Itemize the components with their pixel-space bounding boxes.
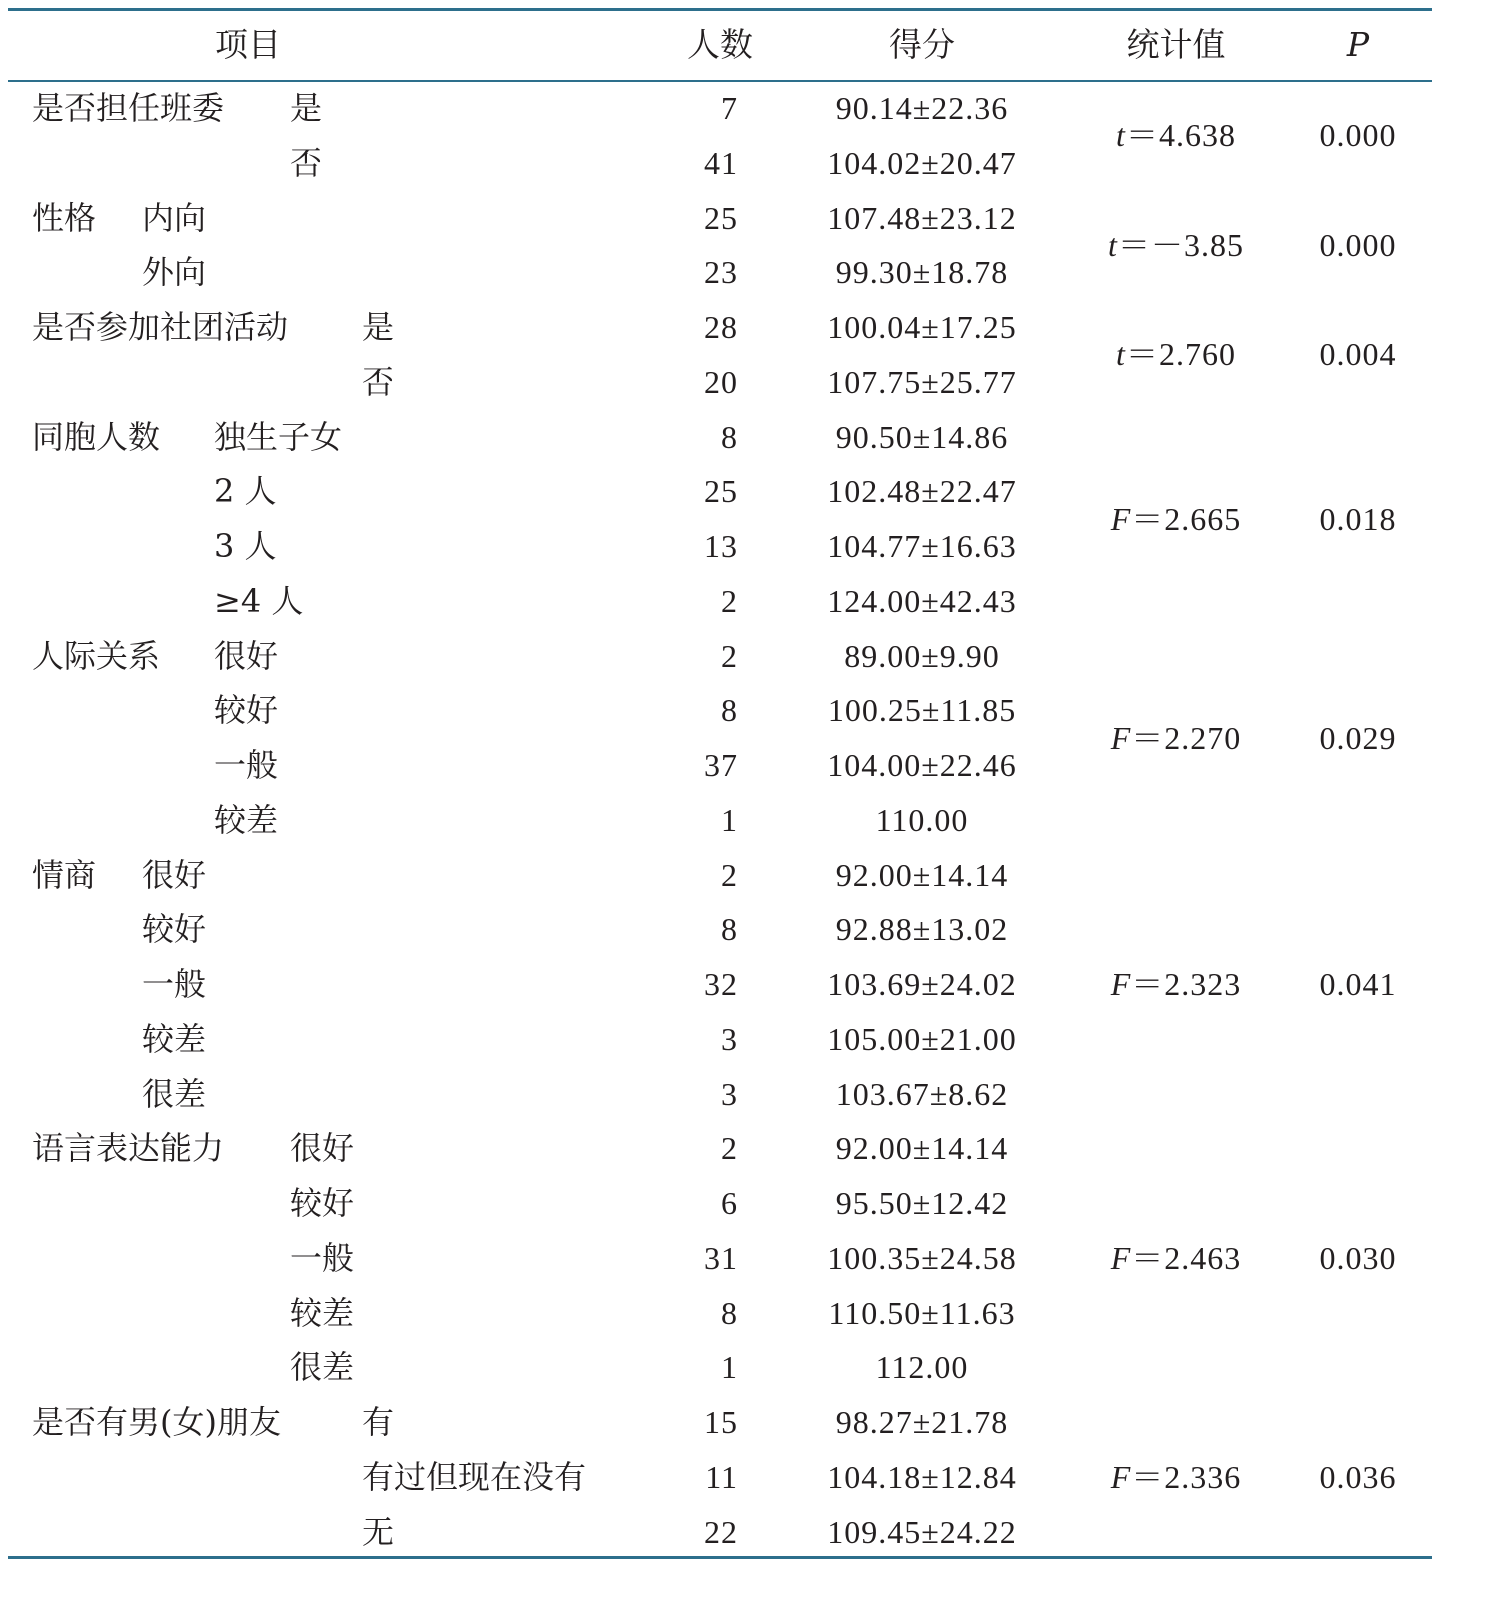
group-label: 语言表达能力 [32, 1129, 225, 1168]
header-item: 项目 [215, 25, 281, 64]
score-cell: 104.77±16.63 [827, 528, 1017, 564]
stat-cell [1116, 115, 1236, 155]
stat-symbol: t [1116, 336, 1126, 373]
score-cell: 105.00±21.00 [827, 1020, 1017, 1057]
subgroup-label: 很差 [290, 1348, 355, 1387]
score-cell: 98.27±21.78 [835, 1404, 1009, 1440]
score-cell: 107.75±25.77 [827, 363, 1017, 400]
subgroup-label: 较差 [142, 1019, 207, 1058]
score-cell: 104.18±12.84 [827, 1458, 1017, 1495]
subgroup-label: 独生子女 [214, 417, 343, 456]
count-cell: 37 [704, 747, 738, 783]
subgroup-label: 较好 [290, 1184, 355, 1222]
stat-cell [1111, 1457, 1242, 1497]
header-rule [8, 80, 1432, 82]
subgroup-label: ≥4 人 [214, 581, 304, 620]
score-cell: 100.25±11.85 [827, 692, 1017, 729]
count-cell: 20 [704, 363, 738, 400]
subgroup-label: 很差 [142, 1074, 207, 1113]
score-cell: 110.50±11.63 [828, 1294, 1016, 1331]
stat-cell [1111, 718, 1242, 758]
count-cell: 2 [721, 1130, 738, 1167]
header-score: 得分 [889, 25, 955, 64]
count-cell: 22 [704, 1513, 738, 1550]
p-value-cell: 0.041 [1319, 966, 1397, 1002]
subgroup-label: 很好 [214, 636, 279, 675]
p-value-cell: 0.018 [1319, 500, 1397, 537]
stat-symbol: F [1110, 719, 1132, 756]
stat-value: ＝2.323 [1131, 966, 1242, 1002]
score-cell: 92.88±13.02 [835, 911, 1009, 948]
subgroup-label: 较差 [214, 800, 279, 839]
p-value-cell: 0.000 [1319, 117, 1397, 154]
stat-symbol: F [1110, 1458, 1132, 1495]
count-cell: 3 [721, 1020, 738, 1057]
subgroup-label: 否 [362, 362, 395, 401]
score-cell: 90.14±22.36 [835, 90, 1009, 126]
score-cell: 109.45±24.22 [827, 1513, 1017, 1550]
count-cell: 11 [705, 1458, 738, 1495]
subgroup-label: 2 人 [214, 472, 277, 511]
subgroup-label: 很好 [290, 1129, 355, 1168]
count-cell: 2 [721, 856, 738, 893]
stat-symbol: F [1110, 966, 1132, 1002]
subgroup-label: 外向 [142, 253, 207, 292]
subgroup-label: 一般 [142, 965, 207, 1003]
score-cell: 100.04±17.25 [827, 309, 1017, 345]
group-label: 同胞人数 [32, 417, 161, 456]
count-cell: 2 [721, 582, 738, 619]
score-cell: 103.69±24.02 [827, 966, 1017, 1002]
stat-cell [1111, 964, 1242, 1004]
stat-value: ＝4.638 [1125, 117, 1236, 154]
count-cell: 25 [704, 473, 738, 510]
count-cell: 1 [721, 1349, 738, 1386]
subgroup-label: 一般 [290, 1238, 355, 1277]
p-value-cell: 0.036 [1319, 1458, 1397, 1495]
subgroup-label: 是 [290, 89, 323, 127]
score-cell: 107.48±23.12 [827, 199, 1017, 236]
stat-value: ＝2.463 [1131, 1239, 1242, 1276]
p-value-cell: 0.004 [1319, 336, 1397, 373]
score-cell: 103.67±8.62 [835, 1075, 1009, 1112]
subgroup-label: 有过但现在没有 [362, 1457, 587, 1496]
stat-symbol: F [1110, 500, 1132, 537]
subgroup-label: 较好 [214, 691, 279, 730]
count-cell: 1 [721, 801, 738, 838]
count-cell: 8 [721, 692, 738, 729]
p-value-cell: 0.000 [1319, 226, 1397, 263]
count-cell: 7 [721, 90, 738, 126]
count-cell: 32 [704, 966, 738, 1002]
count-cell: 3 [721, 1075, 738, 1112]
stat-value: ＝2.336 [1131, 1458, 1242, 1495]
count-cell: 13 [704, 528, 738, 564]
count-cell: 8 [721, 1294, 738, 1331]
group-label: 人际关系 [32, 636, 161, 675]
header-p: P [1346, 25, 1370, 64]
score-cell: 100.35±24.58 [827, 1239, 1017, 1276]
score-cell: 112.00 [875, 1349, 969, 1386]
count-cell: 28 [704, 309, 738, 345]
stat-symbol: t [1116, 117, 1126, 154]
stat-cell [1108, 225, 1244, 265]
score-cell: 124.00±42.43 [827, 582, 1017, 619]
group-label: 性格 [32, 198, 97, 237]
stat-cell [1116, 334, 1236, 374]
group-label: 是否参加社团活动 [32, 308, 289, 346]
count-cell: 23 [704, 254, 738, 291]
count-cell: 6 [721, 1185, 738, 1221]
score-cell: 104.02±20.47 [827, 144, 1017, 181]
score-cell: 92.00±14.14 [835, 856, 1009, 893]
count-cell: 2 [721, 637, 738, 674]
count-cell: 15 [704, 1404, 738, 1440]
p-value-cell: 0.030 [1319, 1239, 1397, 1276]
stat-value: ＝2.760 [1125, 336, 1236, 373]
stat-value: ＝2.665 [1131, 500, 1242, 537]
header-count: 人数 [687, 25, 753, 64]
subgroup-label: 否 [290, 143, 323, 182]
top-rule [8, 8, 1432, 11]
stat-symbol: t [1108, 226, 1118, 263]
group-label: 是否担任班委 [32, 89, 225, 127]
subgroup-label: 一般 [214, 746, 279, 784]
group-label: 情商 [32, 855, 97, 894]
score-cell: 110.00 [875, 801, 969, 838]
subgroup-label: 有 [362, 1403, 395, 1441]
score-cell: 92.00±14.14 [835, 1130, 1009, 1167]
subgroup-label: 无 [362, 1512, 395, 1551]
subgroup-label: 较好 [142, 910, 207, 949]
count-cell: 8 [721, 911, 738, 948]
count-cell: 8 [721, 418, 738, 455]
stat-cell [1111, 499, 1242, 539]
stat-value: ＝－3.85 [1117, 226, 1244, 263]
subgroup-label: 是 [362, 308, 395, 346]
group-label: 是否有男(女)朋友 [32, 1403, 281, 1441]
header-stat: 统计值 [1126, 25, 1226, 64]
score-cell: 89.00±9.90 [844, 637, 1000, 674]
score-cell: 90.50±14.86 [835, 418, 1009, 455]
count-cell: 25 [704, 199, 738, 236]
count-cell: 31 [704, 1239, 738, 1276]
score-cell: 104.00±22.46 [827, 747, 1017, 783]
subgroup-label: 较差 [290, 1293, 355, 1332]
subgroup-label: 3 人 [214, 527, 277, 565]
p-value-cell: 0.029 [1319, 719, 1397, 756]
score-cell: 102.48±22.47 [827, 473, 1017, 510]
stat-value: ＝2.270 [1131, 719, 1242, 756]
bottom-rule [8, 1556, 1432, 1559]
stat-cell [1111, 1238, 1242, 1278]
stat-symbol: F [1110, 1239, 1132, 1276]
subgroup-label: 很好 [142, 855, 207, 894]
score-cell: 95.50±12.42 [835, 1185, 1009, 1221]
count-cell: 41 [704, 144, 738, 181]
score-cell: 99.30±18.78 [835, 254, 1009, 291]
subgroup-label: 内向 [142, 198, 207, 237]
